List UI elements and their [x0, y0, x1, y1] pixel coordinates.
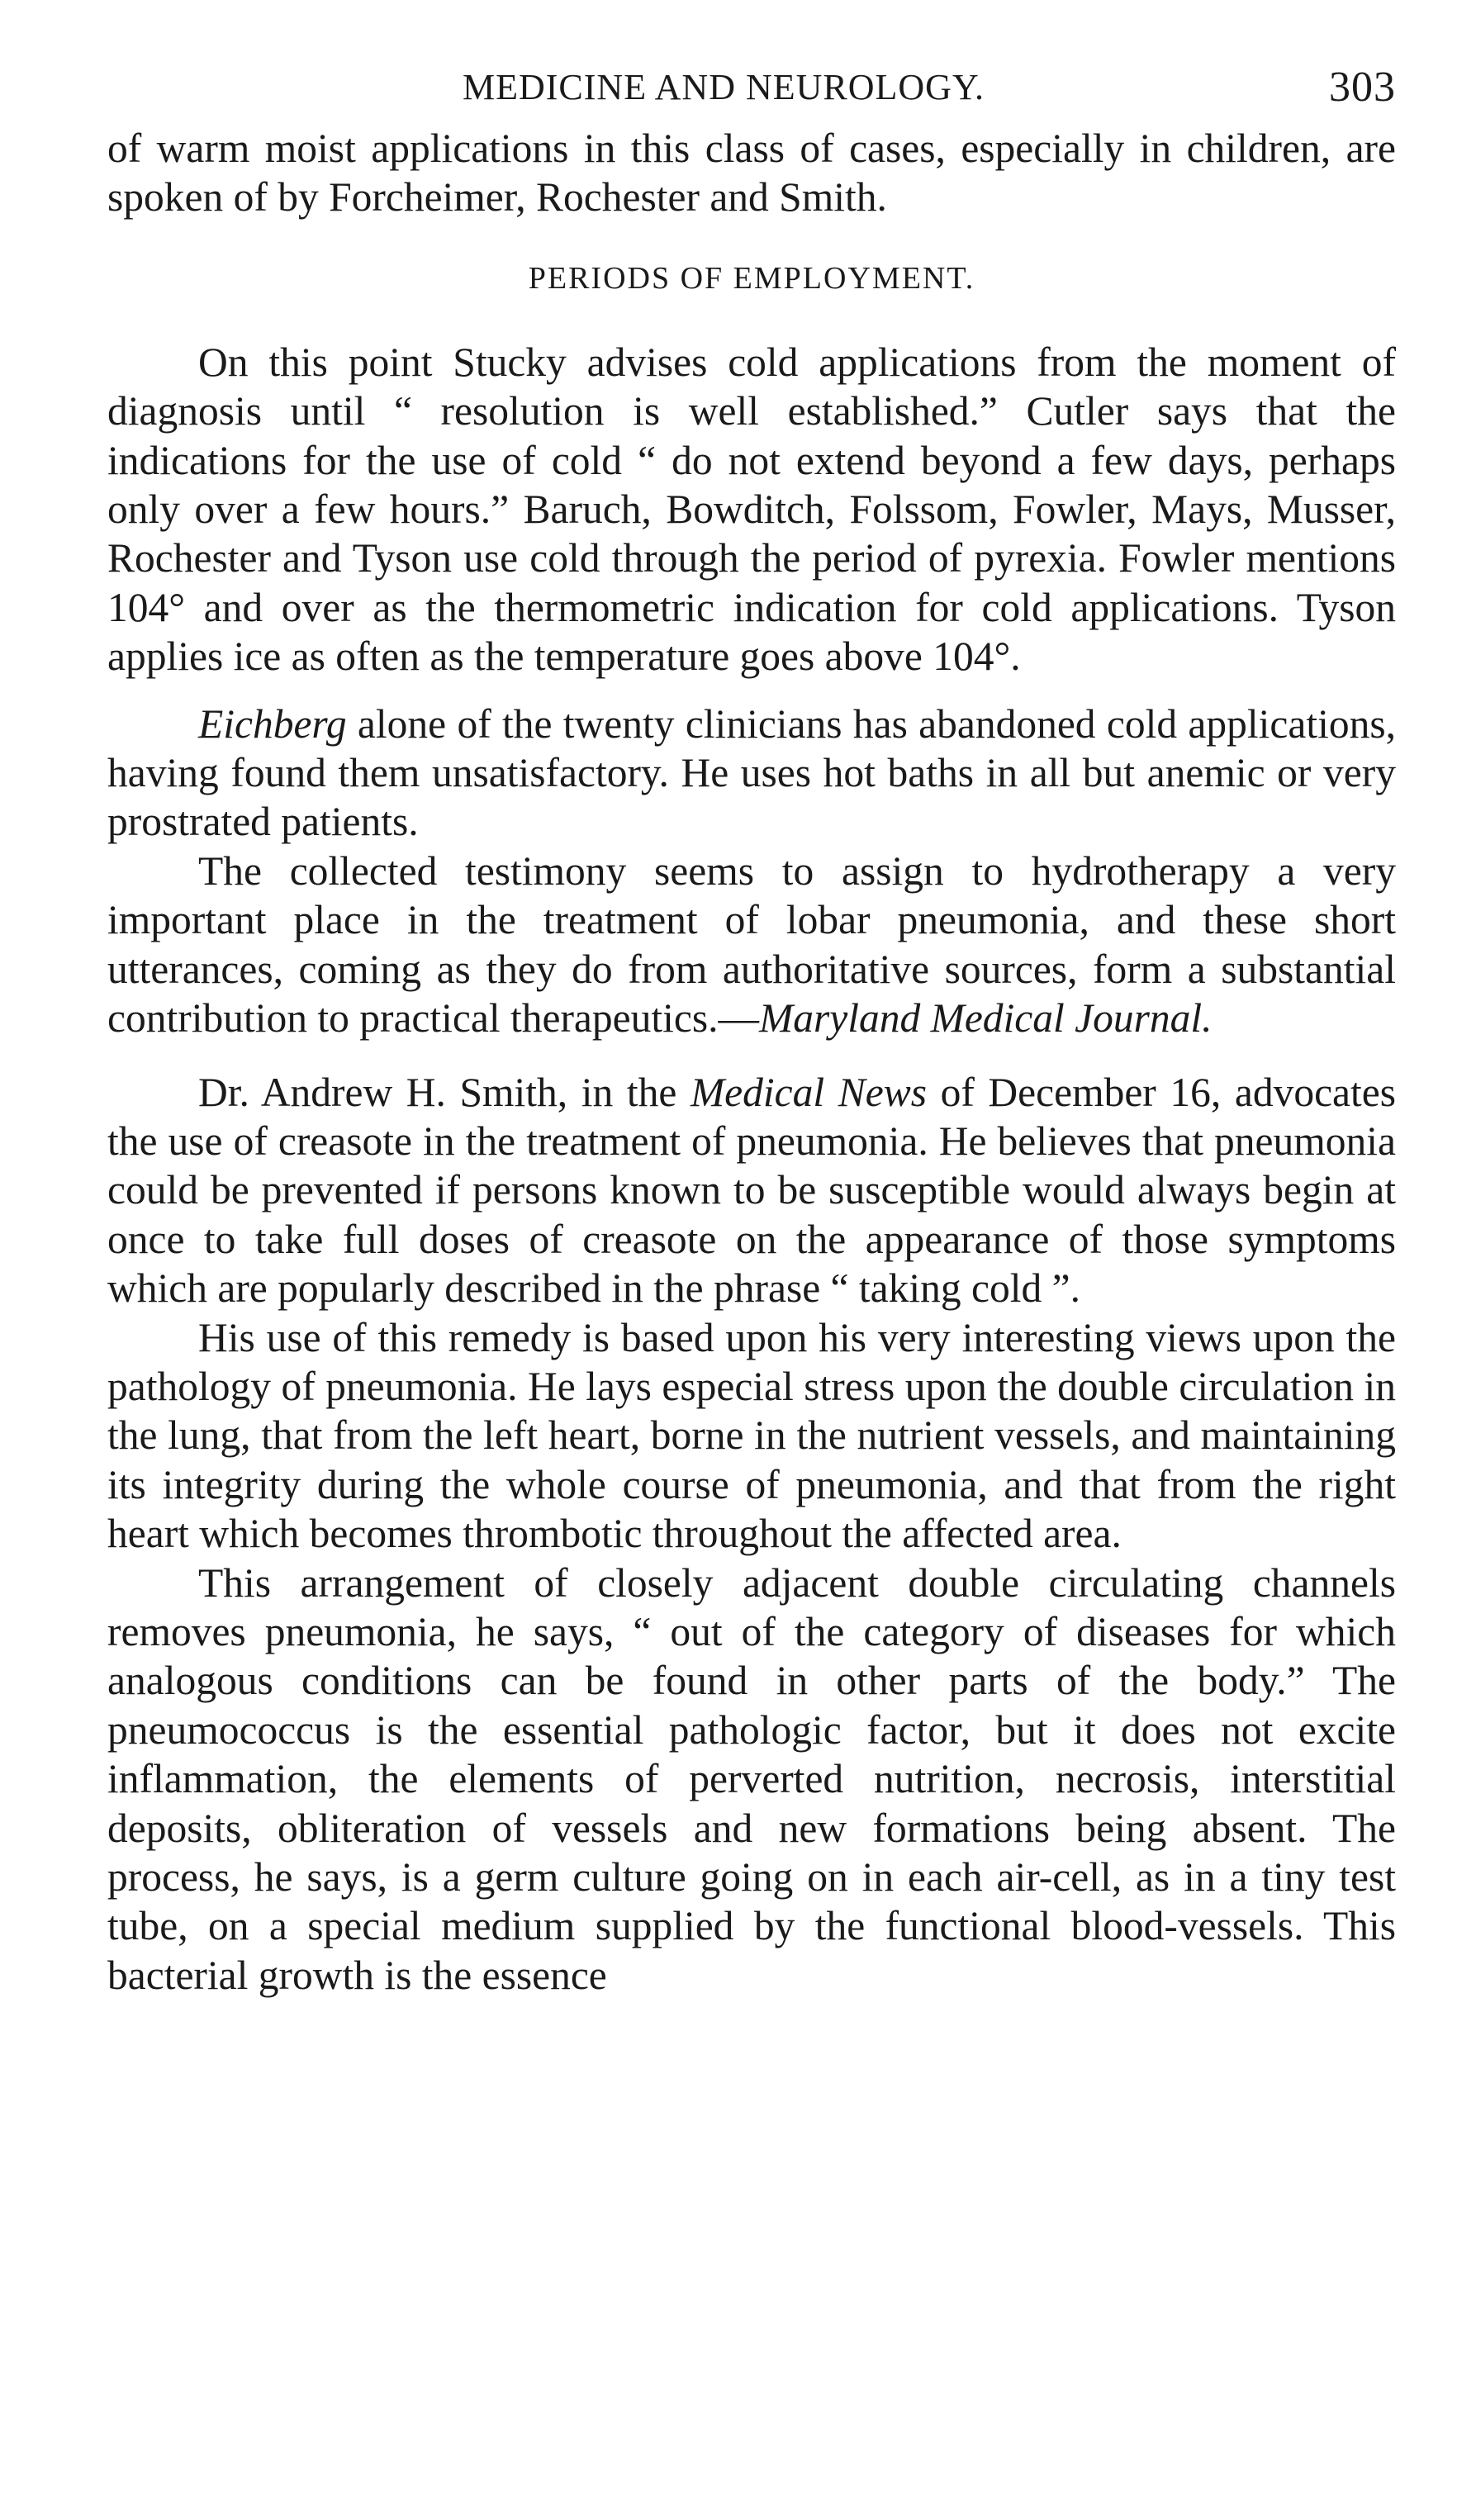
section-heading: PERIODS OF EMPLOYMENT.	[528, 260, 975, 296]
paragraph-smith-after: of December 16, advocates the use of creasote in the treatment of pneumonia. He believes that pneumonia could be prevented if persons known to be susceptible would always begin at once to take full doses of creasote on the appearance of those symptoms which are popularly described in the phrase “ taking cold ”.	[107, 1069, 1396, 1312]
paragraph-pathology: His use of this remedy is based upon his very interesting views upon the pathology of pneumonia. He lays especial stress upon the double circulation in the lung, that from the left heart, borne in the nutrient vessels, and maintaining its integrity during the whole course of pneumonia, and that from the right heart which becomes thrombotic throughout the affected area.	[107, 1314, 1396, 1557]
paragraph-continued: of warm moist applications in this class of cases, especially in children, are spoken of by Forcheimer, Rochester and Smith.	[107, 126, 1396, 221]
running-title: MEDICINE AND NEUROLOGY.	[463, 67, 985, 107]
paragraph-periods: On this point Stucky advises cold applications from the moment of diagnosis until “ resolution is well established.” Cutler says that the indications for the use of cold “ do not extend beyond a few days, perhaps only over a few hours.” Baruch, Bowditch, Folssom, Fowler, Mays, Musser, Rochester and Tyson use cold through the period of pyrexia. Fowler mentions 104° and over as the thermometric indication for cold applications. Tyson applies ice as often as the temperature goes above 104°.	[107, 339, 1396, 680]
journal-source-italic: Maryland Medical Journal.	[758, 995, 1213, 1042]
paragraph-circulation: This arrangement of closely adjacent double circulating channels removes pneumonia, he says, “ out of the category of diseases for which analogous conditions can be found in other parts of the body.” The pneumococcus is the essential pathologic factor, but it does not excite inflammation, the elements of perverted nutrition, necrosis, interstitial deposits, obliteration of vessels and new formations being absent. The process, he says, is a germ culture going on in each air-cell, as in a tiny test tube, on a special medium supplied by the functional blood-vessels. This bacterial growth is the essence	[107, 1559, 1396, 1998]
paragraph-smith	[107, 1068, 1396, 1313]
paragraph-gap	[107, 1043, 1396, 1068]
paragraph-smith-before: Dr. Andrew H. Smith, in the	[198, 1069, 691, 1115]
author-name-italic: Eichberg	[198, 700, 347, 747]
paragraph-testimony-text: The collected testimony seems to assign to hydrotherapy a very important place in the treatment of lobar pneumonia, and these short utterances, coming as they do from authoritative sources, form a substantial contribution to practical therapeutics.—	[107, 847, 1396, 1042]
paragraph-eichberg	[107, 700, 1396, 847]
journal-name-italic: Medical News	[690, 1069, 927, 1115]
book-page	[107, 58, 1396, 2000]
paragraph-gap	[107, 681, 1396, 700]
paragraph-testimony	[107, 847, 1396, 1043]
page-number: 303	[1329, 64, 1396, 111]
paragraph-eichberg-text: alone of the twenty clinicians has abandoned cold applications, having found them unsatisfactory. He uses hot baths in all but anemic or very prostrated patients.	[107, 700, 1396, 845]
page-header	[107, 58, 1396, 124]
